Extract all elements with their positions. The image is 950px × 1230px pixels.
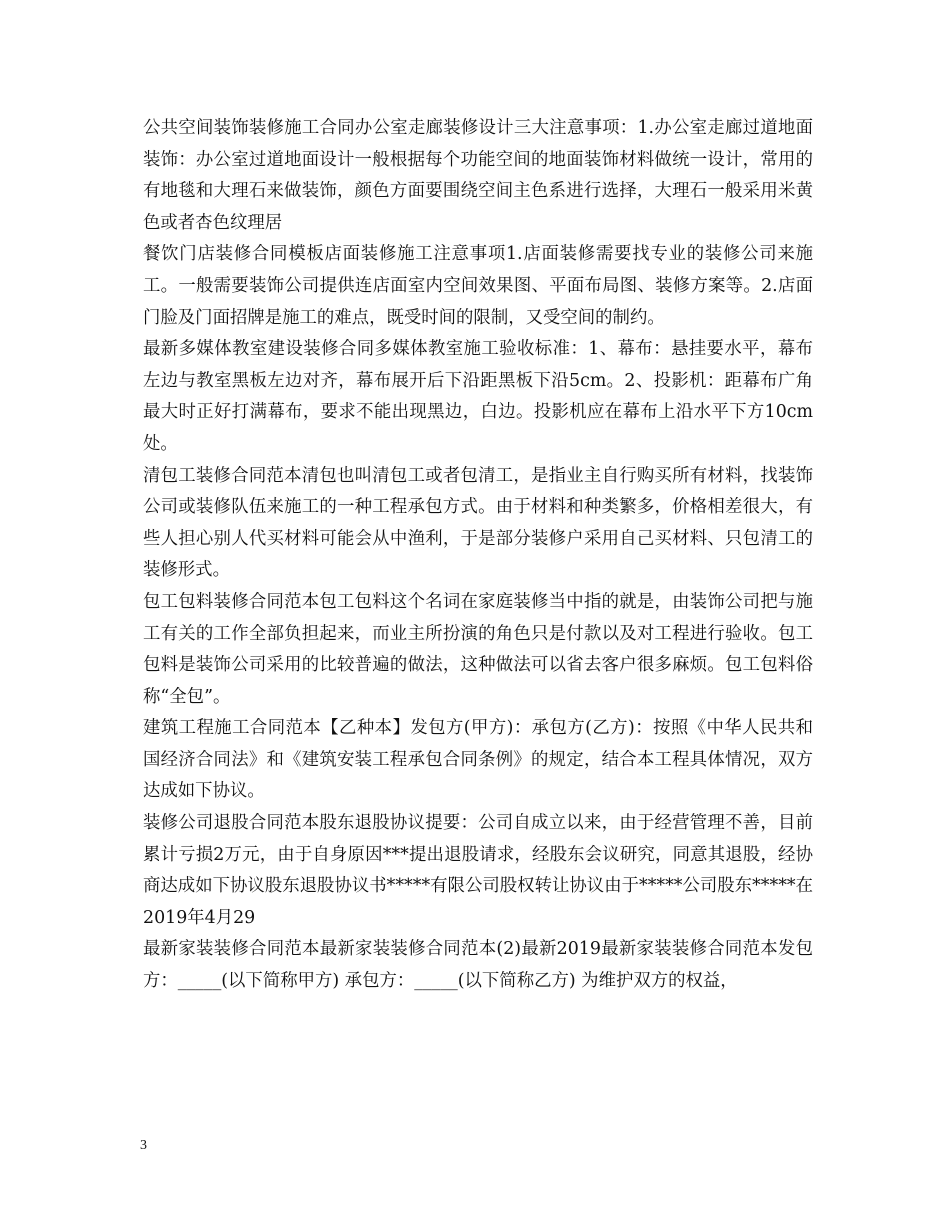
paragraph-turnkey-contract: 包工包料装修合同范本包工包料这个名词在家庭装修当中指的就是，由装饰公司把与施工有关的工作全部负担起来，而业主所扮演的角色只是付款以及对工程进行验收。包工包料是装饰公司采用的比较普遍的做法，这种做法可以省去客户很多麻烦。包工包料俗称“全包”。	[143, 591, 813, 707]
page-number: 3	[140, 1138, 147, 1153]
paragraph-public-space-contract: 公共空间装饰装修施工合同办公室走廊装修设计三大注意事项：1.办公室走廊过道地面装饰：办公室过道地面设计一般根据每个功能空间的地面装饰材料做统一设计，常用的有地毯和大理石来做装饰，颜色方面要围绕空间主色系进行选择，大理石一般采用米黄色或者杏色纹理居	[143, 118, 813, 233]
paragraph-restaurant-contract: 餐饮门店装修合同模板店面装修施工注意事项1.店面装修需要找专业的装修公司来施工。一般需要装饰公司提供连店面室内空间效果图、平面布局图、装修方案等。2.店面门脸及门面招牌是施工的难点，既受时间的限制，又受空间的制约。	[143, 244, 813, 328]
paragraph-construction-contract: 建筑工程施工合同范本【乙种本】发包方(甲方)：承包方(乙方)：按照《中华人民共和国经济合同法》和《建筑安装工程承包合同条例》的规定，结合本工程具体情况，双方达成如下协议。	[143, 718, 813, 802]
paragraph-home-decoration-contract: 最新家装装修合同范本最新家装装修合同范本(2)最新2019最新家装装修合同范本发包方：_____(以下简称甲方) 承包方：_____(以下简称乙方) 为维护双方的权益，	[143, 939, 813, 992]
paragraph-labor-only-contract: 清包工装修合同范本清包也叫清包工或者包清工，是指业主自行购买所有材料，找装饰公司或装修队伍来施工的一种工程承包方式。由于材料和种类繁多，价格相差很大，有些人担心别人代买材料可能会从中渔利，于是部分装修户采用自己买材料、只包清工的装修形式。	[143, 465, 813, 581]
paragraph-multimedia-classroom-contract: 最新多媒体教室建设装修合同多媒体教室施工验收标准：1、幕布：悬挂要水平，幕布左边与教室黑板左边对齐，幕布展开后下沿距黑板下沿5cm。2、投影机：距幕布广角最大时正好打满幕布，要求不能出现黑边，白边。投影机应在幕布上沿水平下方10cm处。	[143, 339, 813, 454]
document-body	[143, 113, 813, 998]
paragraph-shareholder-withdrawal-contract: 装修公司退股合同范本股东退股协议提要：公司自成立以来，由于经营管理不善，目前累计亏损2万元，由于自身原因***提出退股请求，经股东会议研究，同意其退股，经协商达成如下协议股东退股协议书*****有限公司股权转让协议由于*****公司股东*****在2019年4月29	[143, 813, 813, 928]
